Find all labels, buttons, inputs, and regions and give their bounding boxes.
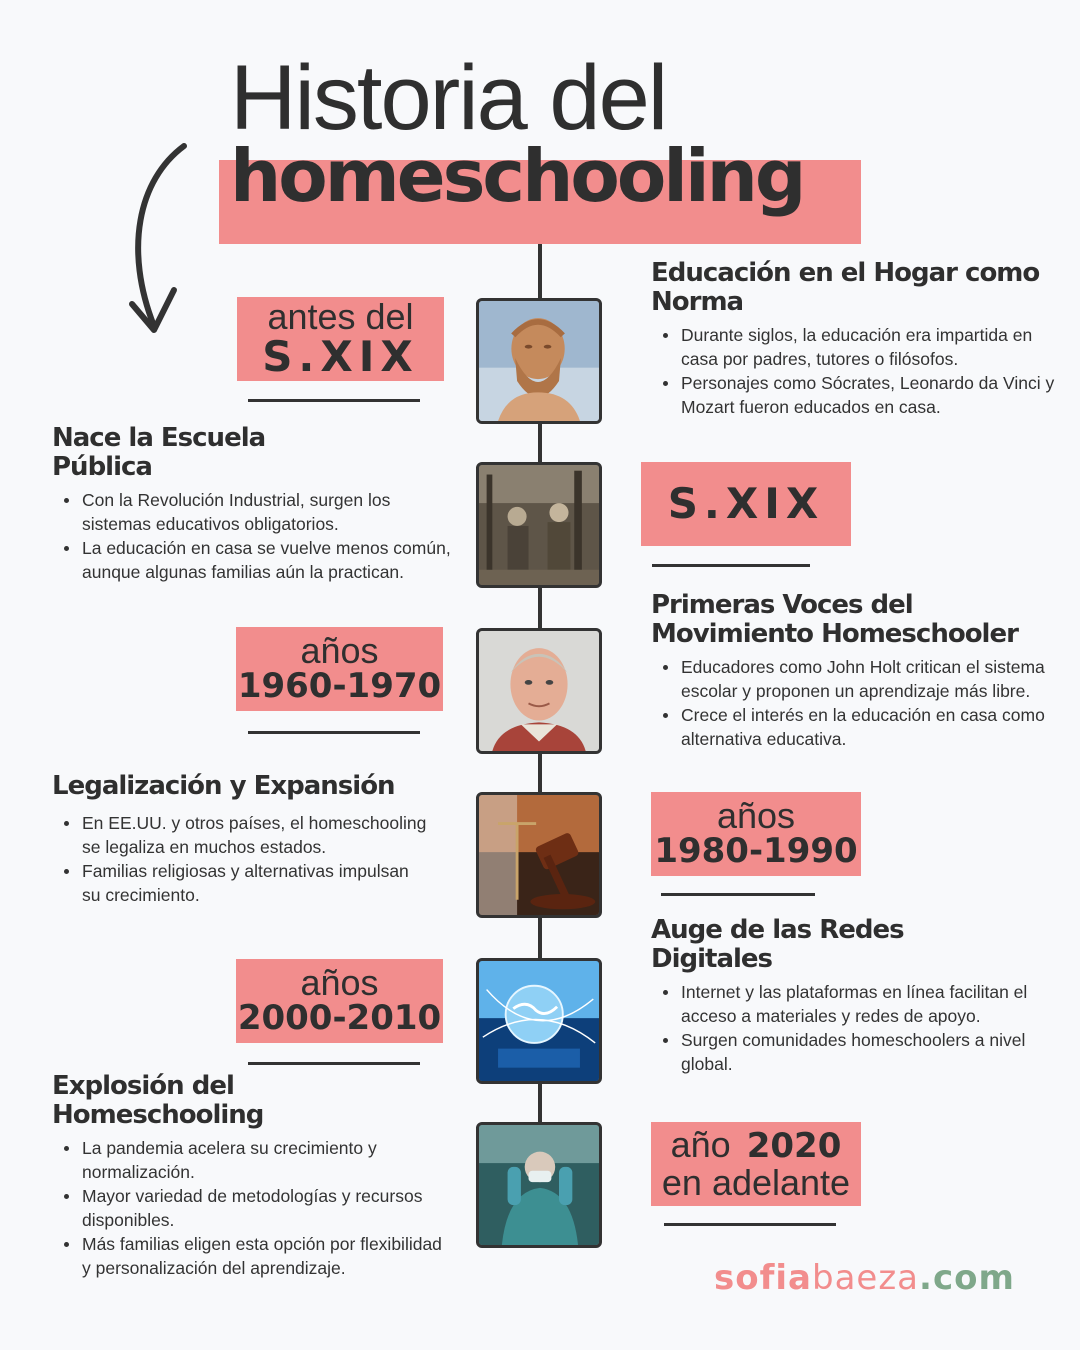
period-tag-bold: S.XIX [262,331,419,381]
brand-part-baeza: baeza [812,1258,920,1298]
divider-rule [248,731,420,734]
brand-logo[interactable] [714,1258,1015,1298]
list-item: La educación en casa se vuelve menos común, aunque algunas familias aún la practican. [82,538,451,582]
period-tag-first-line [670,1124,842,1167]
period-tag-light: años [300,962,379,1004]
divider-rule [652,564,810,567]
page-title-line1: Historia del [230,47,667,149]
list-item: Personajes como Sócrates, Leonardo da Vinci y Mozart fueron educados en casa. [681,371,1071,419]
timeline-entry-primeras-voces [651,591,1051,751]
entry-heading: Nace la Escuela Pública [52,423,266,482]
period-tag-before-19c [237,297,444,381]
list-item: Familias religiosas y alternativas impulsan su crecimiento. [82,859,432,907]
list-item: Durante siglos, la educación era impartida en casa por padres, tutores o filósofos. [681,323,1071,371]
timeline-entry-redes-digitales [651,916,1041,1076]
list-item: Surgen comunidades homeschoolers a nivel global. [681,1028,1041,1076]
period-tag-bold: 2020 [746,1126,842,1167]
period-tag-19c [641,462,851,546]
divider-rule [661,893,815,896]
entry-bullet-list [52,1136,452,1280]
period-tag-2020-onward [651,1122,861,1206]
brand-part-domain: .com [919,1258,1015,1298]
entry-heading: Primeras Voces del Movimiento Homeschooler [651,590,1018,649]
timeline-entry-escuela-publica [52,424,452,584]
period-tag-bold: S.XIX [667,478,825,528]
page-title-line2: homeschooling [230,134,804,218]
digital-network-globe-image [476,958,602,1084]
list-item: Con la Revolución Industrial, surgen los sistemas educativos obligatorios. [82,488,452,536]
socrates-statue-image [476,298,602,424]
entry-bullet-list [651,980,1041,1076]
period-tag-light: año [670,1124,731,1166]
list-item: En EE.UU. y otros países, el homeschooling se legaliza en muchos estados. [82,811,432,859]
period-tag-1980-1990 [651,792,861,876]
timeline-entry-norma [651,259,1071,419]
timeline-entry-explosion [52,1072,452,1280]
period-tag-bold: 2000-2010 [237,998,442,1039]
period-tag-light: años [300,630,379,672]
period-tag-bold: 1980-1990 [654,831,858,872]
curved-arrow-icon [120,140,200,340]
medical-worker-pandemic-image [476,1122,602,1248]
entry-heading: Educación en el Hogar como Norma [651,258,1040,317]
period-tag-light: antes del [267,295,414,337]
divider-rule [248,1062,420,1065]
period-tag-1960-1970 [236,627,443,711]
entry-heading: Legalización y Expansión [52,771,395,801]
brand-part-sofia: sofia [714,1258,812,1298]
list-item: Crece el interés en la educación en casa como alternativa educativa. [681,703,1051,751]
entry-bullet-list [52,811,432,907]
entry-bullet-list [651,655,1051,751]
list-item: Mayor variedad de metodologías y recursos disponibles. [82,1184,452,1232]
divider-rule [248,399,420,402]
list-item: La pandemia acelera su crecimiento y normalización. [82,1136,452,1184]
industrial-workers-image [476,462,602,588]
list-item: Educadores como John Holt critican el sistema escolar y proponen un aprendizaje más libre. [681,655,1051,703]
list-item: Más familias eligen esta opción por flexibilidad y personalización del aprendizaje. [82,1232,452,1280]
entry-heading: Auge de las Redes Digitales [651,915,904,974]
entry-bullet-list [52,488,452,584]
period-tag-2000-2010 [236,959,443,1043]
period-tag-light-second: en adelante [661,1161,851,1203]
period-tag-bold: 1960-1970 [237,666,442,707]
entry-heading: Explosión del Homeschooling [52,1071,264,1130]
john-holt-portrait-image [476,628,602,754]
list-item: Internet y las plataformas en línea facilitan el acceso a materiales y redes de apoyo. [681,980,1041,1028]
period-tag-light: años [716,795,796,837]
entry-bullet-list [651,323,1071,419]
gavel-justice-image [476,792,602,918]
timeline-entry-legalizacion [52,772,452,907]
divider-rule [664,1223,836,1226]
